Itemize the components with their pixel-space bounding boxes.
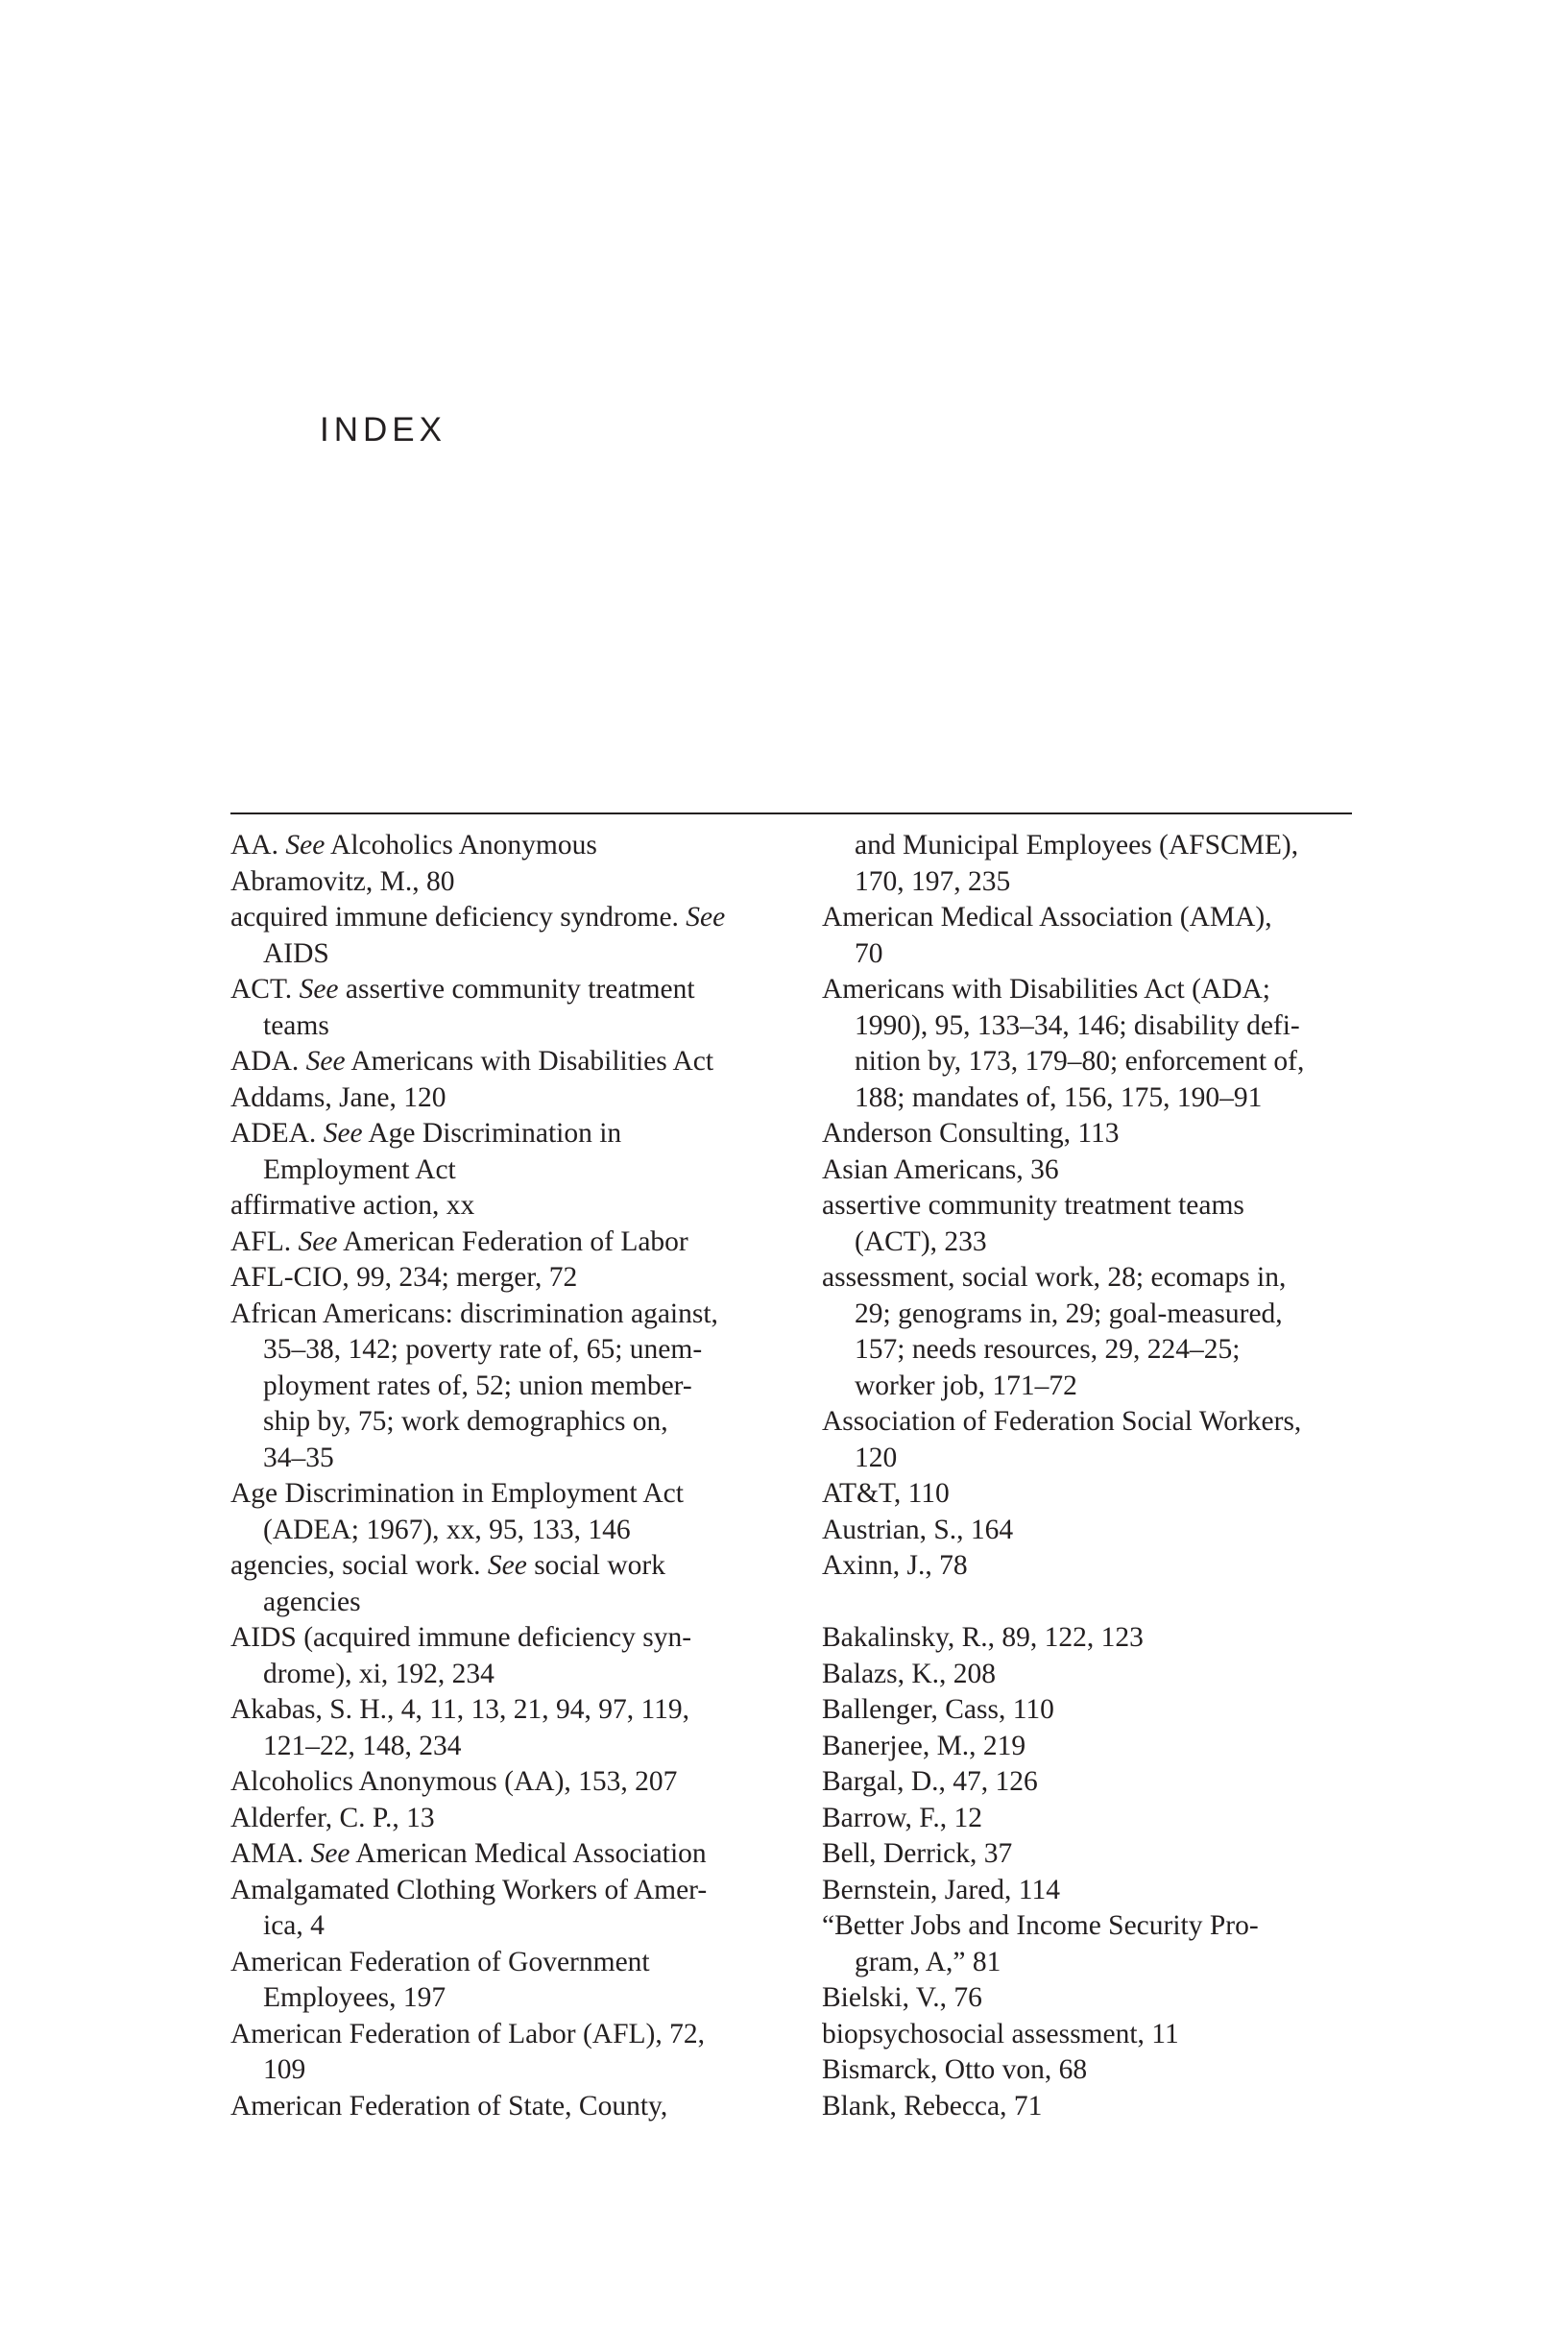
index-entry: assertive community treatment teams: [822, 1190, 1244, 1221]
index-entry-continuation: 70: [855, 937, 883, 969]
index-entry-continuation: 120: [855, 1442, 898, 1473]
index-entry-continuation: 34–35: [263, 1442, 334, 1473]
index-entry: assessment, social work, 28; ecomaps in,: [822, 1262, 1287, 1293]
index-entry-continuation: 157; needs resources, 29, 224–25;: [855, 1334, 1241, 1365]
index-entry-continuation: 170, 197, 235: [855, 865, 1011, 897]
index-entry-continuation: (ACT), 233: [855, 1225, 987, 1257]
index-entry: biopsychosocial assessment, 11: [822, 2018, 1179, 2049]
index-entry-continuation: 1990), 95, 133–34, 146; disability defi-: [855, 1009, 1300, 1041]
index-entry: ADEA. See Age Discrimination in: [230, 1118, 622, 1149]
index-entry: Balazs, K., 208: [822, 1658, 997, 1689]
index-entry: agencies, social work. See social work: [230, 1550, 665, 1581]
index-entry: acquired immune deficiency syndrome. See: [230, 902, 726, 933]
index-entry: Association of Federation Social Workers,: [822, 1406, 1302, 1437]
index-entry: AT&T, 110: [822, 1478, 950, 1509]
index-entry: ADA. See Americans with Disabilities Act: [230, 1046, 714, 1077]
index-entry: AFL-CIO, 99, 234; merger, 72: [230, 1262, 578, 1293]
index-entry-continuation: nition by, 173, 179–80; enforcement of,: [855, 1046, 1305, 1077]
index-entry: Alderfer, C. P., 13: [230, 1802, 435, 1833]
index-entry-continuation: and Municipal Employees (AFSCME),: [855, 830, 1299, 861]
index-entry-continuation: ship by, 75; work demographics on,: [263, 1406, 668, 1437]
index-entry: Bismarck, Otto von, 68: [822, 2054, 1088, 2085]
index-entry-continuation: 121–22, 148, 234: [263, 1730, 462, 1761]
index-column-left: [230, 828, 768, 2124]
index-entry: Bell, Derrick, 37: [822, 1838, 1013, 1869]
index-entry: AA. See Alcoholics Anonymous: [230, 830, 597, 861]
index-entry: Austrian, S., 164: [822, 1514, 1014, 1545]
index-entry-continuation: ployment rates of, 52; union member-: [263, 1370, 692, 1401]
index-entry: Ballenger, Cass, 110: [822, 1694, 1054, 1725]
index-entry-continuation: (ADEA; 1967), xx, 95, 133, 146: [263, 1514, 631, 1545]
index-entry-continuation: gram, A,” 81: [855, 1946, 1001, 1977]
index-entry: Axinn, J., 78: [822, 1550, 968, 1581]
index-entry-continuation: worker job, 171–72: [855, 1370, 1077, 1401]
index-entry: American Medical Association (AMA),: [822, 902, 1272, 933]
index-entry: Abramovitz, M., 80: [230, 865, 455, 897]
index-entry-continuation: drome), xi, 192, 234: [263, 1658, 495, 1689]
index-entry-continuation: AIDS: [263, 937, 329, 969]
index-entry: ACT. See assertive community treatment: [230, 974, 695, 1005]
index-entry-continuation: teams: [263, 1009, 329, 1041]
index-entry: Alcoholics Anonymous (AA), 153, 207: [230, 1766, 678, 1797]
index-entry-continuation: 188; mandates of, 156, 175, 190–91: [855, 1081, 1263, 1113]
index-entry: affirmative action, xx: [230, 1190, 475, 1221]
index-entry: Akabas, S. H., 4, 11, 13, 21, 94, 97, 119,: [230, 1694, 689, 1725]
index-entry: AFL. See American Federation of Labor: [230, 1225, 688, 1257]
index-entry: “Better Jobs and Income Security Pro-: [822, 1910, 1259, 1941]
index-entry-continuation: ica, 4: [263, 1910, 325, 1941]
alphabet-gap: [822, 1585, 1360, 1621]
index-entry: AMA. See American Medical Association: [230, 1838, 707, 1869]
index-entry: Addams, Jane, 120: [230, 1081, 446, 1113]
index-entry: Asian Americans, 36: [822, 1153, 1059, 1185]
index-entry: Banerjee, M., 219: [822, 1730, 1026, 1761]
index-entry-continuation: 35–38, 142; poverty rate of, 65; unem-: [263, 1334, 703, 1365]
index-entry: American Federation of Labor (AFL), 72,: [230, 2018, 705, 2049]
index-entry: Blank, Rebecca, 71: [822, 2090, 1043, 2122]
index-entry-continuation: Employees, 197: [263, 1982, 446, 2013]
index-entry: Bernstein, Jared, 114: [822, 1874, 1060, 1905]
index-entry: Americans with Disabilities Act (ADA;: [822, 974, 1271, 1005]
index-entry-continuation: Employment Act: [263, 1153, 456, 1185]
index-entry: Bielski, V., 76: [822, 1982, 982, 2013]
horizontal-rule: [230, 812, 1352, 814]
index-entry: Barrow, F., 12: [822, 1802, 982, 1833]
index-entry-continuation: 109: [263, 2054, 306, 2085]
index-entry: Bakalinsky, R., 89, 122, 123: [822, 1622, 1144, 1653]
index-entry: Bargal, D., 47, 126: [822, 1766, 1038, 1797]
index-entry-continuation: 29; genograms in, 29; goal-measured,: [855, 1297, 1283, 1329]
index-entry: Age Discrimination in Employment Act: [230, 1478, 684, 1509]
index-entry: African Americans: discrimination against,: [230, 1297, 718, 1329]
index-entry: Anderson Consulting, 113: [822, 1118, 1120, 1149]
index-column-right: [822, 828, 1360, 2124]
index-entry: American Federation of State, County,: [230, 2090, 668, 2122]
index-entry-continuation: agencies: [263, 1586, 361, 1617]
index-entry: AIDS (acquired immune deficiency syn-: [230, 1622, 692, 1653]
index-entry: American Federation of Government: [230, 1946, 650, 1977]
index-heading: INDEX: [320, 411, 446, 449]
index-entry: Amalgamated Clothing Workers of Amer-: [230, 1874, 708, 1905]
